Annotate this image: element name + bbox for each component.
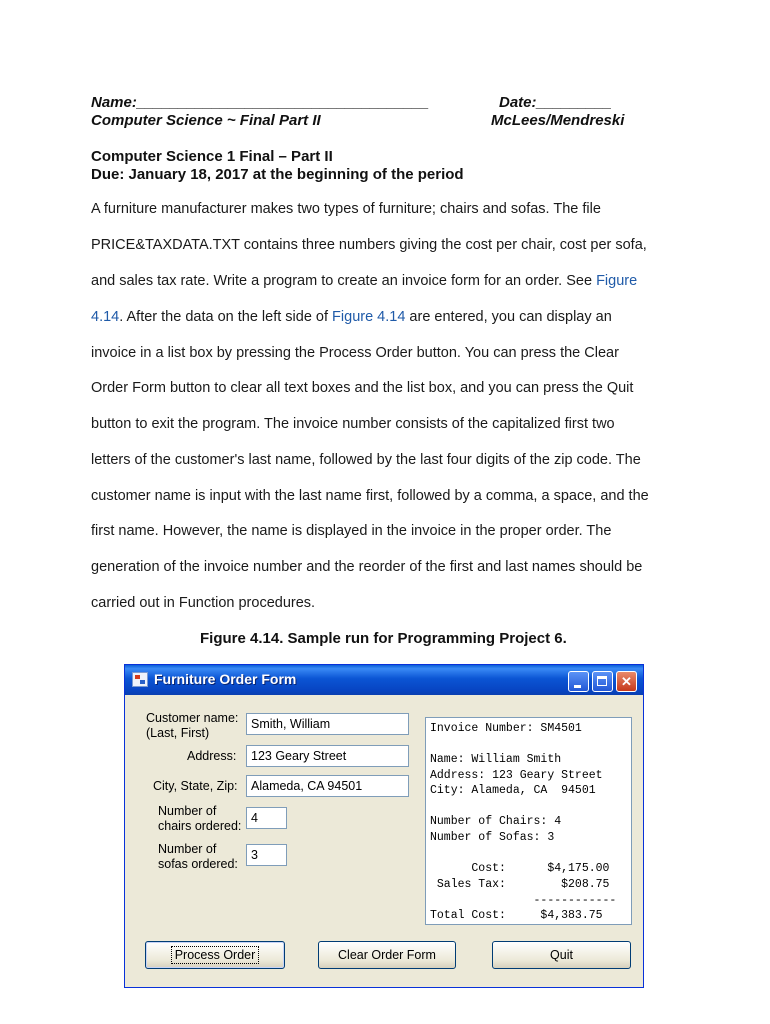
quit-button[interactable]	[492, 941, 631, 969]
furniture-order-window	[124, 664, 644, 988]
customer-name-input[interactable]: Smith, William	[246, 713, 409, 735]
list-item: Number of Chairs: 4	[430, 815, 562, 828]
close-button[interactable]: ✕	[616, 671, 637, 692]
body-line	[91, 273, 637, 289]
body-text: are entered, you can display an	[405, 309, 612, 325]
list-item: Name: William Smith	[430, 753, 562, 766]
list-item: Sales Tax: $208.75	[430, 878, 610, 891]
clear-order-form-label: Clear Order Form	[338, 948, 436, 962]
chairs-label-2: chairs ordered:	[158, 819, 242, 833]
list-item: ------------	[430, 894, 617, 907]
figure-link[interactable]: Figure 4.14	[332, 309, 406, 325]
customer-name-label: Customer name:	[146, 711, 239, 725]
body-line: letters of the customer's last name, followed by the last four digits of the zip code. The	[91, 452, 641, 468]
assignment-title: Computer Science 1 Final – Part II	[91, 148, 333, 165]
body-line: generation of the invoice number and the reorder of the first and last names should be	[91, 559, 643, 575]
body-line: Order Form button to clear all text boxes and the list box, and you can press the Quit	[91, 380, 634, 396]
figure-link[interactable]: 4.14	[91, 309, 120, 325]
teacher-names: McLees/Mendreski	[491, 112, 625, 129]
address-label: Address:	[187, 749, 237, 763]
quit-label: Quit	[550, 948, 573, 962]
due-date: Due: January 18, 2017 at the beginning of the period	[91, 166, 464, 183]
maximize-button[interactable]	[592, 671, 613, 692]
invoice-listbox[interactable]	[425, 717, 632, 925]
body-text: and sales tax rate. Write a program to create an invoice form for an order. See	[91, 273, 597, 289]
body-line: A furniture manufacturer makes two types of furniture; chairs and sofas. The file	[91, 201, 601, 217]
list-item: Number of Sofas: 3	[430, 831, 555, 844]
body-line: first name. However, the name is displayed in the invoice in the proper order. The	[91, 523, 612, 539]
sofas-input[interactable]: 3	[246, 844, 287, 866]
course-name: Computer Science ~ Final Part II	[91, 112, 321, 129]
date-line: Date:_________	[499, 94, 612, 111]
sofas-label-2: sofas ordered:	[158, 857, 238, 871]
app-icon[interactable]	[132, 672, 148, 687]
list-item: Invoice Number: SM4501	[430, 722, 582, 735]
figure-caption: Figure 4.14. Sample run for Programming Project 6.	[200, 630, 567, 647]
body-line	[91, 309, 612, 325]
process-order-label: Process Order	[174, 948, 256, 962]
minimize-button[interactable]	[568, 671, 589, 692]
city-label: City, State, Zip:	[153, 779, 238, 793]
city-input[interactable]: Alameda, CA 94501	[246, 775, 409, 797]
body-text: . After the data on the left side of	[119, 309, 333, 325]
address-input[interactable]: 123 Geary Street	[246, 745, 409, 767]
body-line: carried out in Function procedures.	[91, 595, 316, 611]
process-order-button[interactable]	[145, 941, 285, 969]
figure-link[interactable]: Figure	[596, 273, 638, 289]
body-line: invoice in a list box by pressing the Process Order button. You can press the Clear	[91, 345, 619, 361]
list-item: Total Cost: $4,383.75	[430, 909, 603, 922]
name-line: Name:___________________________________	[91, 94, 429, 111]
body-line: PRICE&TAXDATA.TXT contains three numbers giving the cost per chair, cost per sofa,	[91, 237, 647, 253]
body-line: button to exit the program. The invoice number consists of the capitalized first two	[91, 416, 615, 432]
clear-order-form-button[interactable]	[318, 941, 456, 969]
customer-name-hint: (Last, First)	[146, 726, 210, 740]
window-title: Furniture Order Form	[154, 671, 297, 687]
list-item: Address: 123 Geary Street	[430, 769, 603, 782]
list-item: Cost: $4,175.00	[430, 862, 610, 875]
list-item: City: Alameda, CA 94501	[430, 784, 596, 797]
chairs-input[interactable]: 4	[246, 807, 287, 829]
body-line: customer name is input with the last name first, followed by a comma, a space, and the	[91, 488, 649, 504]
chairs-label: Number of	[158, 804, 217, 818]
sofas-label: Number of	[158, 842, 217, 856]
title-bar[interactable]	[125, 665, 643, 695]
